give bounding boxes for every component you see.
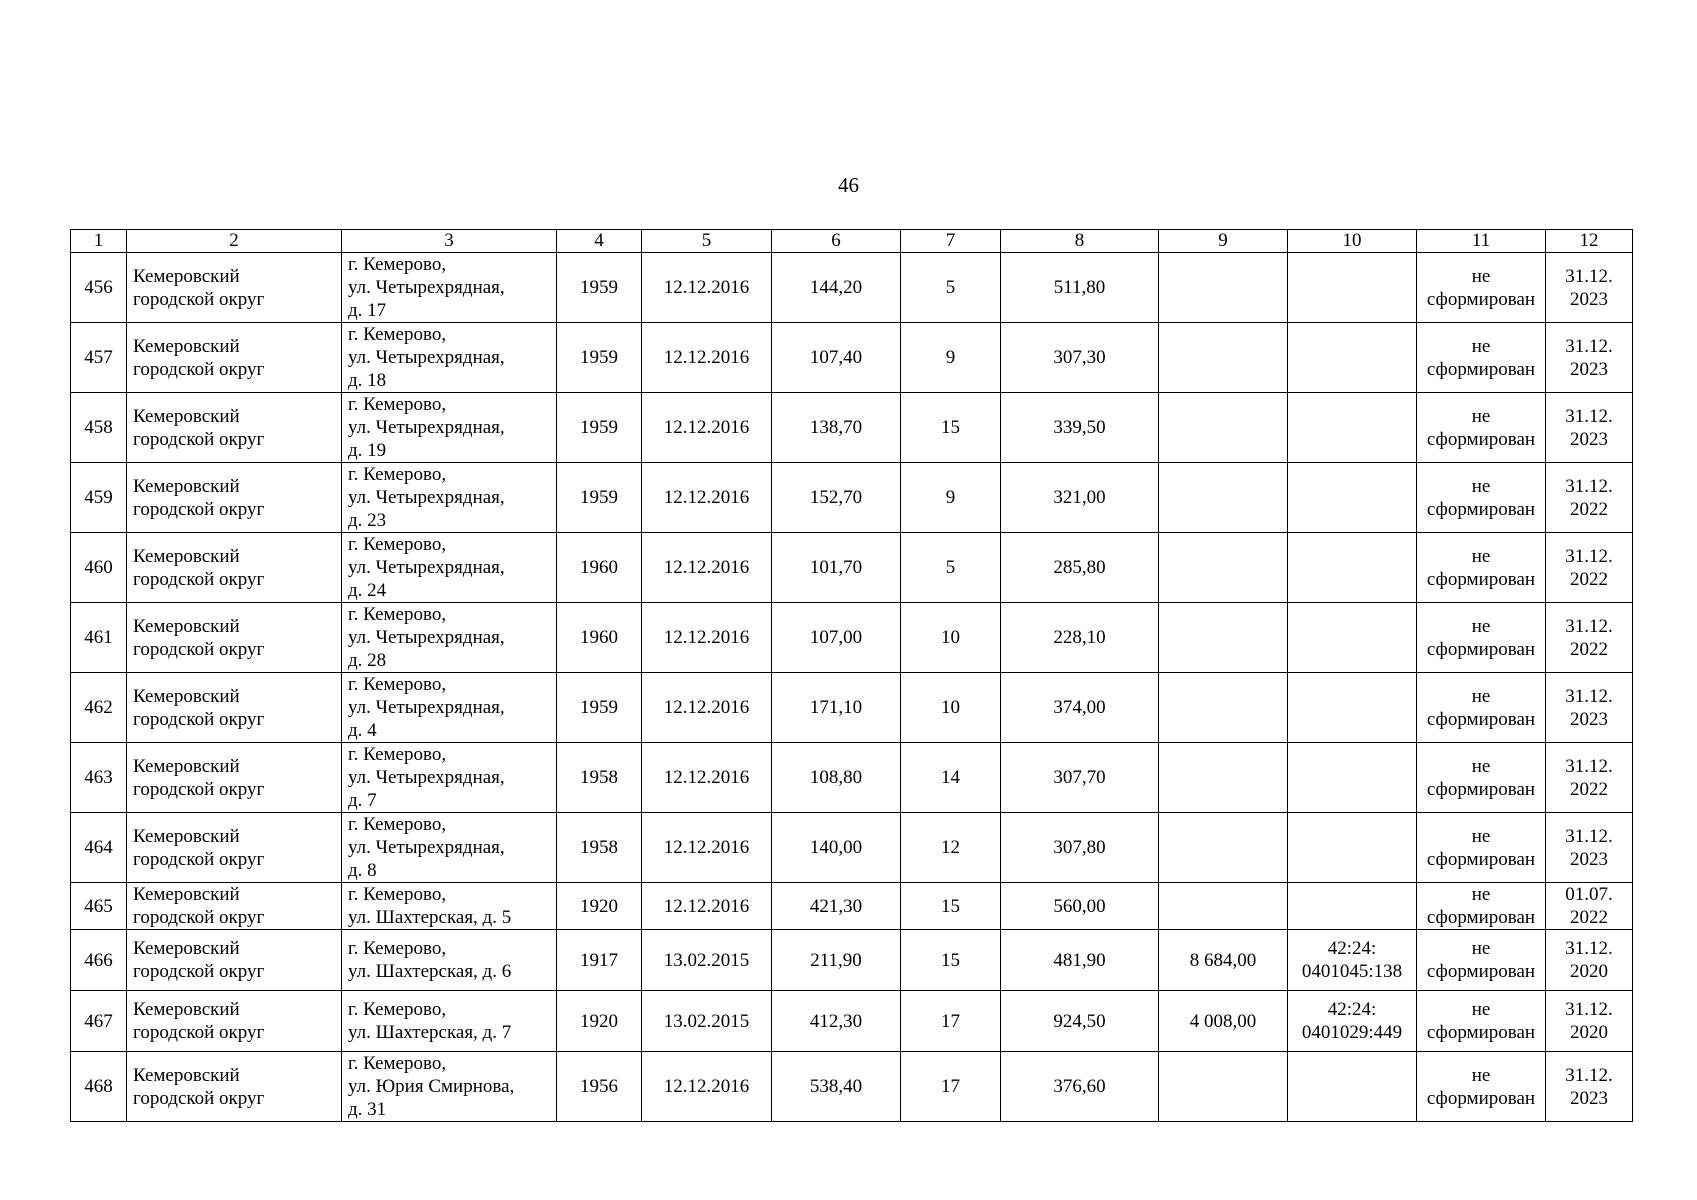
- col6-cell: 211,90: [772, 930, 901, 991]
- district-cell: Кемеровский городской округ: [127, 393, 342, 463]
- col8-cell: 924,50: [1001, 991, 1159, 1052]
- column-header: 10: [1288, 230, 1417, 253]
- cadastral-number-cell: [1288, 323, 1417, 393]
- column-header: 11: [1417, 230, 1546, 253]
- table-row: [71, 253, 1633, 323]
- date-cell: 12.12.2016: [642, 253, 772, 323]
- col9-cell: [1159, 743, 1288, 813]
- col7-cell: 12: [901, 813, 1001, 883]
- cadastral-number-cell: [1288, 393, 1417, 463]
- housing-registry-table: [70, 229, 1633, 1122]
- col8-cell: 481,90: [1001, 930, 1159, 991]
- cadastral-number-cell: [1288, 1052, 1417, 1122]
- date-cell: 12.12.2016: [642, 883, 772, 930]
- row-number: 461: [71, 603, 127, 673]
- col8-cell: 560,00: [1001, 883, 1159, 930]
- date-cell: 12.12.2016: [642, 1052, 772, 1122]
- district-cell: Кемеровский городской округ: [127, 673, 342, 743]
- status-cell: не сформирован: [1417, 743, 1546, 813]
- year-cell: 1958: [557, 743, 642, 813]
- row-number: 467: [71, 991, 127, 1052]
- col6-cell: 107,40: [772, 323, 901, 393]
- cadastral-number-cell: [1288, 533, 1417, 603]
- date-cell: 12.12.2016: [642, 323, 772, 393]
- col9-cell: [1159, 463, 1288, 533]
- table-row: [71, 813, 1633, 883]
- table-row: [71, 743, 1633, 813]
- deadline-cell: 31.12. 2022: [1546, 603, 1633, 673]
- col7-cell: 15: [901, 883, 1001, 930]
- col8-cell: 511,80: [1001, 253, 1159, 323]
- district-cell: Кемеровский городской округ: [127, 533, 342, 603]
- cadastral-number-cell: [1288, 603, 1417, 673]
- address-cell: г. Кемерово, ул. Шахтерская, д. 5: [342, 883, 557, 930]
- year-cell: 1920: [557, 883, 642, 930]
- col7-cell: 17: [901, 1052, 1001, 1122]
- district-cell: Кемеровский городской округ: [127, 603, 342, 673]
- district-cell: Кемеровский городской округ: [127, 1052, 342, 1122]
- page-number: 46: [838, 173, 859, 197]
- column-header: 12: [1546, 230, 1633, 253]
- row-number: 457: [71, 323, 127, 393]
- year-cell: 1959: [557, 673, 642, 743]
- col7-cell: 5: [901, 533, 1001, 603]
- year-cell: 1956: [557, 1052, 642, 1122]
- status-cell: не сформирован: [1417, 603, 1546, 673]
- row-number: 459: [71, 463, 127, 533]
- address-cell: г. Кемерово, ул. Четырехрядная, д. 28: [342, 603, 557, 673]
- deadline-cell: 31.12. 2023: [1546, 673, 1633, 743]
- status-cell: не сформирован: [1417, 533, 1546, 603]
- status-cell: не сформирован: [1417, 813, 1546, 883]
- address-cell: г. Кемерово, ул. Четырехрядная, д. 7: [342, 743, 557, 813]
- address-cell: г. Кемерово, ул. Четырехрядная, д. 8: [342, 813, 557, 883]
- address-cell: г. Кемерово, ул. Юрия Смирнова, д. 31: [342, 1052, 557, 1122]
- column-number-row: [71, 230, 1633, 253]
- row-number: 466: [71, 930, 127, 991]
- col9-cell: [1159, 603, 1288, 673]
- col7-cell: 10: [901, 603, 1001, 673]
- address-cell: г. Кемерово, ул. Шахтерская, д. 6: [342, 930, 557, 991]
- year-cell: 1959: [557, 323, 642, 393]
- col7-cell: 10: [901, 673, 1001, 743]
- table-row: [71, 463, 1633, 533]
- date-cell: 12.12.2016: [642, 393, 772, 463]
- date-cell: 12.12.2016: [642, 603, 772, 673]
- deadline-cell: 01.07. 2022: [1546, 883, 1633, 930]
- col8-cell: 307,80: [1001, 813, 1159, 883]
- col9-cell: 8 684,00: [1159, 930, 1288, 991]
- year-cell: 1960: [557, 603, 642, 673]
- row-number: 464: [71, 813, 127, 883]
- table-row: [71, 1052, 1633, 1122]
- col8-cell: 374,00: [1001, 673, 1159, 743]
- status-cell: не сформирован: [1417, 930, 1546, 991]
- col9-cell: [1159, 533, 1288, 603]
- status-cell: не сформирован: [1417, 253, 1546, 323]
- cadastral-number-cell: [1288, 813, 1417, 883]
- deadline-cell: 31.12. 2022: [1546, 533, 1633, 603]
- address-cell: г. Кемерово, ул. Четырехрядная, д. 4: [342, 673, 557, 743]
- column-header: 1: [71, 230, 127, 253]
- deadline-cell: 31.12. 2023: [1546, 1052, 1633, 1122]
- col6-cell: 421,30: [772, 883, 901, 930]
- deadline-cell: 31.12. 2020: [1546, 991, 1633, 1052]
- col7-cell: 17: [901, 991, 1001, 1052]
- cadastral-number-cell: [1288, 253, 1417, 323]
- address-cell: г. Кемерово, ул. Шахтерская, д. 7: [342, 991, 557, 1052]
- deadline-cell: 31.12. 2023: [1546, 323, 1633, 393]
- district-cell: Кемеровский городской округ: [127, 463, 342, 533]
- deadline-cell: 31.12. 2023: [1546, 253, 1633, 323]
- deadline-cell: 31.12. 2022: [1546, 463, 1633, 533]
- year-cell: 1959: [557, 393, 642, 463]
- district-cell: Кемеровский городской округ: [127, 813, 342, 883]
- year-cell: 1960: [557, 533, 642, 603]
- district-cell: Кемеровский городской округ: [127, 323, 342, 393]
- col8-cell: 307,30: [1001, 323, 1159, 393]
- address-cell: г. Кемерово, ул. Четырехрядная, д. 18: [342, 323, 557, 393]
- year-cell: 1959: [557, 253, 642, 323]
- year-cell: 1920: [557, 991, 642, 1052]
- address-cell: г. Кемерово, ул. Четырехрядная, д. 17: [342, 253, 557, 323]
- district-cell: Кемеровский городской округ: [127, 743, 342, 813]
- table-row: [71, 393, 1633, 463]
- col9-cell: [1159, 883, 1288, 930]
- col6-cell: 101,70: [772, 533, 901, 603]
- date-cell: 13.02.2015: [642, 991, 772, 1052]
- col7-cell: 15: [901, 393, 1001, 463]
- status-cell: не сформирован: [1417, 991, 1546, 1052]
- table-row: [71, 883, 1633, 930]
- row-number: 462: [71, 673, 127, 743]
- column-header: 8: [1001, 230, 1159, 253]
- address-cell: г. Кемерово, ул. Четырехрядная, д. 24: [342, 533, 557, 603]
- col7-cell: 14: [901, 743, 1001, 813]
- column-header: 9: [1159, 230, 1288, 253]
- date-cell: 13.02.2015: [642, 930, 772, 991]
- col6-cell: 138,70: [772, 393, 901, 463]
- district-cell: Кемеровский городской округ: [127, 991, 342, 1052]
- date-cell: 12.12.2016: [642, 533, 772, 603]
- col8-cell: 228,10: [1001, 603, 1159, 673]
- table-row: [71, 673, 1633, 743]
- col8-cell: 376,60: [1001, 1052, 1159, 1122]
- deadline-cell: 31.12. 2022: [1546, 743, 1633, 813]
- cadastral-number-cell: [1288, 743, 1417, 813]
- row-number: 458: [71, 393, 127, 463]
- col7-cell: 5: [901, 253, 1001, 323]
- col6-cell: 140,00: [772, 813, 901, 883]
- col6-cell: 538,40: [772, 1052, 901, 1122]
- col6-cell: 412,30: [772, 991, 901, 1052]
- row-number: 465: [71, 883, 127, 930]
- cadastral-number-cell: [1288, 463, 1417, 533]
- col7-cell: 15: [901, 930, 1001, 991]
- col6-cell: 152,70: [772, 463, 901, 533]
- year-cell: 1958: [557, 813, 642, 883]
- status-cell: не сформирован: [1417, 323, 1546, 393]
- col8-cell: 321,00: [1001, 463, 1159, 533]
- col7-cell: 9: [901, 463, 1001, 533]
- col9-cell: 4 008,00: [1159, 991, 1288, 1052]
- col6-cell: 108,80: [772, 743, 901, 813]
- district-cell: Кемеровский городской округ: [127, 883, 342, 930]
- col8-cell: 307,70: [1001, 743, 1159, 813]
- date-cell: 12.12.2016: [642, 813, 772, 883]
- address-cell: г. Кемерово, ул. Четырехрядная, д. 23: [342, 463, 557, 533]
- status-cell: не сформирован: [1417, 883, 1546, 930]
- column-header: 2: [127, 230, 342, 253]
- row-number: 460: [71, 533, 127, 603]
- row-number: 463: [71, 743, 127, 813]
- column-header: 4: [557, 230, 642, 253]
- column-header: 7: [901, 230, 1001, 253]
- column-header: 3: [342, 230, 557, 253]
- col9-cell: [1159, 813, 1288, 883]
- table-row: [71, 603, 1633, 673]
- cadastral-number-cell: [1288, 673, 1417, 743]
- col9-cell: [1159, 673, 1288, 743]
- table-row: [71, 930, 1633, 991]
- status-cell: не сформирован: [1417, 673, 1546, 743]
- address-cell: г. Кемерово, ул. Четырехрядная, д. 19: [342, 393, 557, 463]
- status-cell: не сформирован: [1417, 393, 1546, 463]
- col7-cell: 9: [901, 323, 1001, 393]
- district-cell: Кемеровский городской округ: [127, 253, 342, 323]
- col9-cell: [1159, 393, 1288, 463]
- date-cell: 12.12.2016: [642, 743, 772, 813]
- col9-cell: [1159, 253, 1288, 323]
- row-number: 468: [71, 1052, 127, 1122]
- date-cell: 12.12.2016: [642, 673, 772, 743]
- col8-cell: 285,80: [1001, 533, 1159, 603]
- col8-cell: 339,50: [1001, 393, 1159, 463]
- col6-cell: 144,20: [772, 253, 901, 323]
- status-cell: не сформирован: [1417, 1052, 1546, 1122]
- column-header: 6: [772, 230, 901, 253]
- col9-cell: [1159, 323, 1288, 393]
- date-cell: 12.12.2016: [642, 463, 772, 533]
- status-cell: не сформирован: [1417, 463, 1546, 533]
- col6-cell: 107,00: [772, 603, 901, 673]
- deadline-cell: 31.12. 2023: [1546, 813, 1633, 883]
- table-row: [71, 533, 1633, 603]
- deadline-cell: 31.12. 2020: [1546, 930, 1633, 991]
- table-row: [71, 323, 1633, 393]
- cadastral-number-cell: [1288, 883, 1417, 930]
- cadastral-number-cell: 42:24: 0401045:138: [1288, 930, 1417, 991]
- column-header: 5: [642, 230, 772, 253]
- deadline-cell: 31.12. 2023: [1546, 393, 1633, 463]
- district-cell: Кемеровский городской округ: [127, 930, 342, 991]
- table-row: [71, 991, 1633, 1052]
- cadastral-number-cell: 42:24: 0401029:449: [1288, 991, 1417, 1052]
- col9-cell: [1159, 1052, 1288, 1122]
- col6-cell: 171,10: [772, 673, 901, 743]
- year-cell: 1917: [557, 930, 642, 991]
- row-number: 456: [71, 253, 127, 323]
- year-cell: 1959: [557, 463, 642, 533]
